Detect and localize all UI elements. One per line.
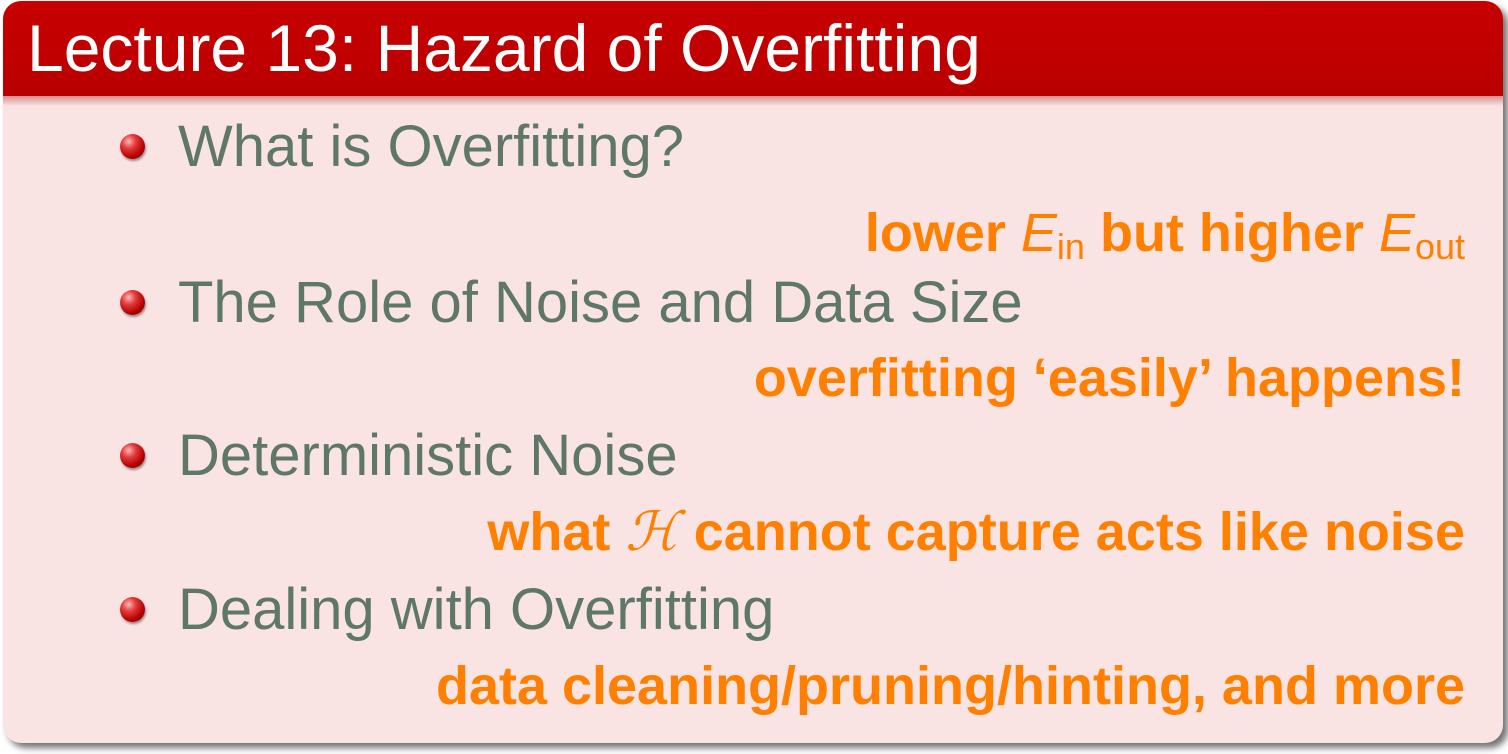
summary-data-cleaning: data cleaning/pruning/hinting, and more: [435, 656, 1465, 716]
summary-text: what: [487, 502, 626, 562]
e-symbol: E: [1020, 203, 1057, 263]
summary-text: lower: [864, 203, 1021, 263]
topic-deterministic-noise: Deterministic Noise: [178, 423, 678, 488]
bullet-ball-icon: [120, 443, 145, 468]
lecture-block: [3, 1, 1503, 743]
bullet-ball-icon: [120, 290, 145, 315]
subscript-out: out: [1414, 226, 1465, 267]
topic-dealing-with-overfitting: Dealing with Overfitting: [178, 577, 775, 642]
hypothesis-set-symbol: ℋ: [625, 500, 679, 563]
topic-role-of-noise: The Role of Noise and Data Size: [178, 270, 1023, 335]
block-title: Lecture 13: Hazard of Overfitting: [27, 11, 981, 85]
topic-what-is-overfitting: What is Overfitting?: [178, 114, 685, 179]
block-header: [3, 1, 1503, 96]
e-symbol: E: [1378, 203, 1415, 263]
subscript-in: in: [1056, 226, 1085, 267]
summary-what-h-cannot-capture: [487, 499, 1465, 565]
bullet-ball-icon: [120, 134, 145, 159]
summary-lower-ein-higher-eout: [865, 200, 1465, 280]
summary-text: cannot capture acts like noise: [678, 502, 1465, 562]
bullet-ball-icon: [120, 597, 145, 622]
summary-text: but higher: [1084, 203, 1379, 263]
header-shadow: [3, 96, 1503, 106]
summary-overfitting-happens: overfitting ‘easily’ happens!: [753, 348, 1465, 408]
